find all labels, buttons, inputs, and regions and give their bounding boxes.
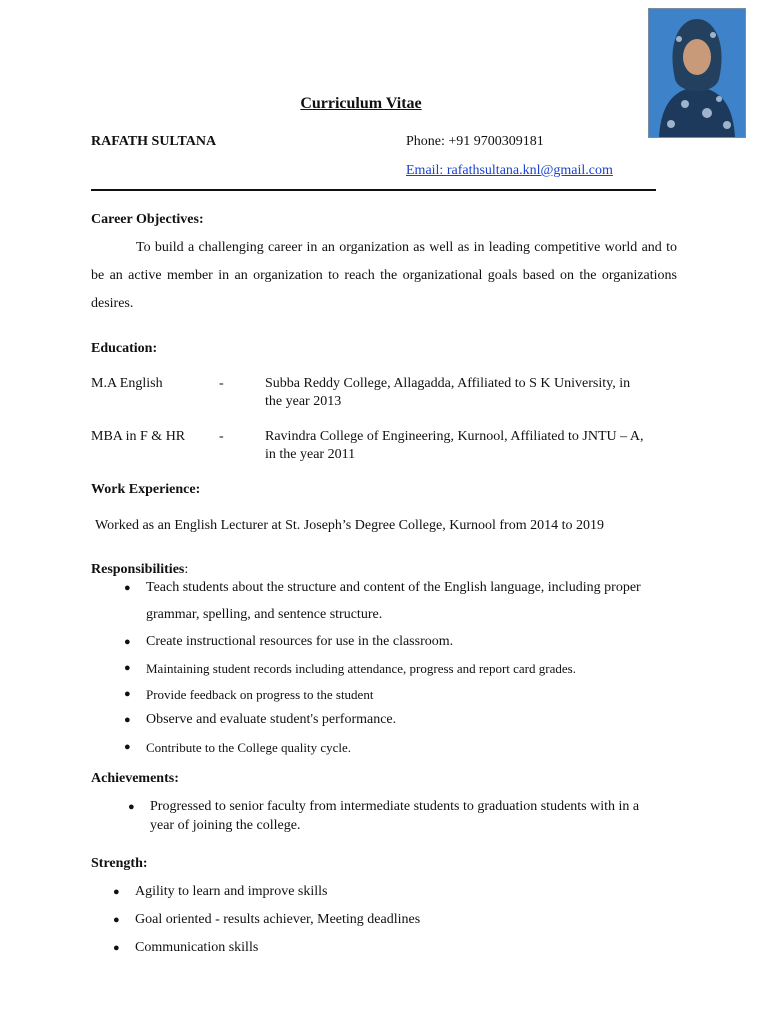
education-detail: Subba Reddy College, Allagadda, Affiliated to S K University, in: [265, 376, 631, 391]
email-link[interactable]: Email: rafathsultana.knl@gmail.com: [406, 163, 613, 178]
work-experience-text: Worked as an English Lecturer at St. Joseph’s Degree College, Kurnool from 2014 to 2019: [95, 518, 604, 533]
bullet-icon: ●: [124, 662, 131, 674]
page-title: Curriculum Vitae: [300, 95, 422, 112]
achievements-heading: Achievements:: [91, 771, 179, 786]
bullet-icon: ●: [113, 942, 120, 954]
header-divider: [91, 189, 656, 191]
bullet-icon: ●: [113, 914, 120, 926]
bullet-icon: ●: [124, 688, 131, 700]
bullet-icon: ●: [124, 714, 131, 726]
person-photo-icon: [649, 9, 745, 137]
bullet-icon: ●: [124, 741, 131, 753]
list-item-text: Observe and evaluate student's performance.: [146, 712, 397, 727]
bullet-icon: ●: [124, 636, 131, 648]
education-degree: MBA in F & HR: [91, 429, 186, 444]
responsibilities-heading-label: Responsibilities: [91, 562, 185, 577]
list-item-text: year of joining the college.: [150, 818, 301, 833]
list-item-text: Agility to learn and improve skills: [135, 884, 328, 899]
bullet-icon: ●: [124, 582, 131, 594]
education-dash: -: [219, 429, 224, 444]
list-item-text: Goal oriented - results achiever, Meeting deadlines: [135, 912, 421, 927]
work-experience-heading: Work Experience:: [91, 482, 201, 497]
phone-number: Phone: +91 9700309181: [406, 134, 544, 149]
candidate-name: RAFATH SULTANA: [91, 134, 217, 149]
responsibilities-heading: [91, 562, 188, 578]
education-detail: in the year 2011: [265, 447, 356, 462]
profile-photo: [648, 8, 746, 138]
list-item-text: Contribute to the College quality cycle.: [146, 740, 352, 755]
responsibilities-heading-colon: :: [184, 562, 189, 577]
list-item-text: Progressed to senior faculty from intermediate students to graduation students with in a: [150, 799, 640, 814]
list-item-text: Create instructional resources for use in the classroom.: [146, 634, 454, 649]
education-dash: -: [219, 376, 224, 391]
education-detail: Ravindra College of Engineering, Kurnool, Affiliated to JNTU – A,: [265, 429, 644, 444]
list-item-text: Teach students about the structure and content of the English language, including proper: [146, 580, 641, 595]
strength-heading: Strength:: [91, 856, 148, 871]
education-degree: M.A English: [91, 376, 163, 391]
list-item-text: grammar, spelling, and sentence structure.: [146, 607, 383, 622]
education-detail: the year 2013: [265, 394, 342, 409]
career-objectives-text: To build a challenging career in an organization as well as in leading competitive world and to be an active member in an organization to reach the organizational goals based on the organizations desires.: [91, 240, 677, 311]
career-objectives-heading: Career Objectives:: [91, 212, 204, 227]
education-heading: Education:: [91, 341, 158, 356]
bullet-icon: ●: [128, 801, 135, 813]
list-item-text: Provide feedback on progress to the student: [146, 687, 374, 702]
bullet-icon: ●: [113, 886, 120, 898]
list-item-text: Maintaining student records including attendance, progress and report card grades.: [146, 661, 576, 676]
list-item-text: Communication skills: [135, 940, 259, 955]
